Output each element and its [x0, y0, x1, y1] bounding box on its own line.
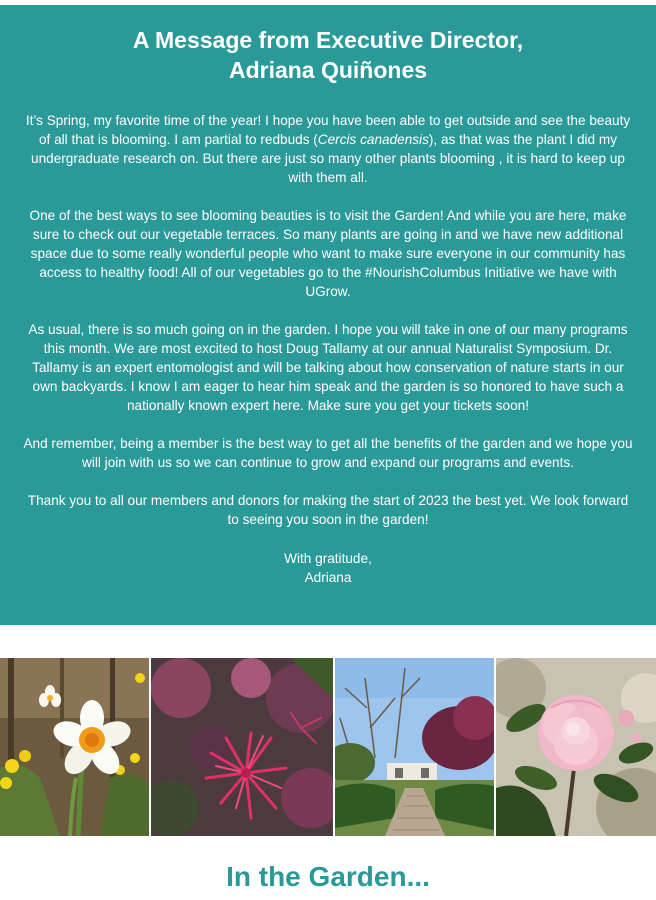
signature: Adriana [304, 570, 352, 585]
message-title-line2: Adriana Quiñones [228, 57, 428, 83]
message-paragraph-4: And remember, being a member is the best way to get all the benefits of the garden and we hope you will join with us so we can continue to grow and expand our programs and events. [23, 436, 633, 470]
spacer [0, 625, 656, 658]
director-message [0, 5, 656, 625]
daffodil-image [0, 658, 149, 836]
garden-path-photo [333, 658, 494, 836]
garden-path-image [335, 658, 494, 836]
p1-text-a: It’s Spring, my favorite time of the year! I hope you have been able to get outside and see the beauty of all that is blooming. I am partial to redbuds ( [25, 113, 631, 147]
section-title: In the Garden... [226, 861, 430, 892]
message-title-line1: A Message from Executive Director, [132, 27, 524, 53]
message-title [22, 25, 634, 85]
p1-text-b: ), as that was the plant I did my undergraduate research on. But there are just so many other plants blooming , it is hard to keep up with them all. [31, 132, 625, 185]
message-paragraph-3: As usual, there is so much going on in the garden. I hope you will take in one of our many programs this month. We are most excited to host Doug Tallamy at our annual Naturalist Symposium. Dr. Tallamy is an expert entomologist and will be talking about how conservation of nature starts in our own backyards. I know I am eager to hear him speak and the garden is so honored to have such a nationally known expert here. Make sure you get your tickets soon! [28, 322, 628, 413]
message-paragraph-1 [22, 111, 634, 187]
fringe-flower-image [151, 658, 333, 836]
message-paragraph-5: Thank you to all our members and donors for making the start of 2023 the best yet. We look forward to seeing you soon in the garden! [27, 493, 629, 527]
closing-line: With gratitude, [284, 551, 372, 566]
camellia-photo [494, 658, 656, 836]
daffodil-photo [0, 658, 149, 836]
message-paragraph-2: One of the best ways to see blooming beauties is to visit the Garden! And while you are here, make sure to check out our vegetable terraces. So many plants are going in and we have new additional space due to some really wonderful people who want to make sure everyone in our community has access to healthy food! All of our vegetables go to the #NourishColumbus Initiative we have with UGrow. [29, 208, 627, 299]
message-closing [22, 549, 634, 587]
p1-scientific-name: Cercis canadensis [317, 132, 429, 147]
fringe-flower-photo [149, 658, 333, 836]
photo-strip [0, 658, 656, 836]
camellia-image [496, 658, 656, 836]
